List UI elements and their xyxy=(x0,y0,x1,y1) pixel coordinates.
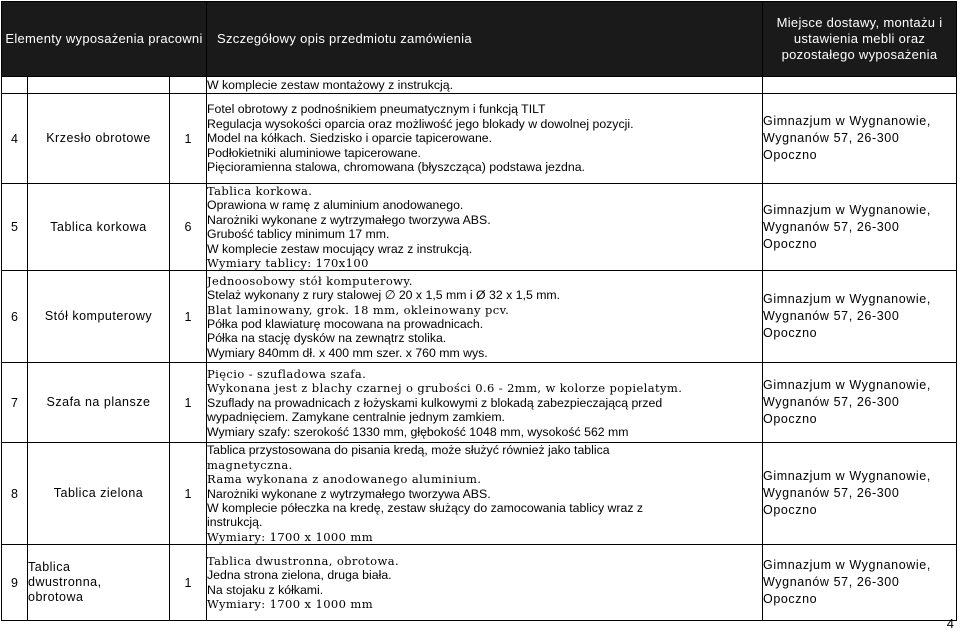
page-number: 4 xyxy=(946,616,954,631)
table-row xyxy=(2,184,957,271)
intro-place-cell xyxy=(763,77,957,94)
header-row xyxy=(2,2,957,77)
item-quantity: 1 xyxy=(170,443,207,545)
description-line: Półka na stację dysków na zewnątrz stolika. xyxy=(207,331,447,346)
description-line: Pięcio - szufladowa szafa. xyxy=(207,366,367,381)
intro-row xyxy=(2,77,957,94)
item-number: 8 xyxy=(2,443,28,545)
item-description xyxy=(207,184,763,271)
table-row xyxy=(2,363,957,443)
item-description xyxy=(207,271,763,363)
description-line: Jedna strona zielona, druga biała. xyxy=(207,568,392,583)
description-line: wypadnięciem. Zamykane centralnie jednym zamkiem. xyxy=(207,410,505,425)
place-line: Opoczno xyxy=(763,503,818,518)
place-line: Wygnanów 57, 26-300 xyxy=(763,309,900,324)
place-line: Wygnanów 57, 26-300 xyxy=(763,395,900,410)
place-line: Opoczno xyxy=(763,236,818,251)
description-line: Wymiary 840mm dł. x 400 mm szer. x 760 mm wys. xyxy=(207,345,488,360)
table-row xyxy=(2,94,957,184)
item-number: 5 xyxy=(2,184,28,271)
item-quantity: 6 xyxy=(170,184,207,271)
description-line: Wymiary: 1700 x 1000 mm xyxy=(207,529,374,544)
item-quantity: 1 xyxy=(170,94,207,184)
delivery-place xyxy=(763,545,957,621)
description-line: Narożniki wykonane z wytrzymałego tworzywa ABS. xyxy=(207,212,491,227)
item-quantity: 1 xyxy=(170,271,207,363)
table-row xyxy=(2,443,957,545)
description-line: Szuflady na prowadnicach z łożyskami kulkowymi z blokadą zabezpieczającą przed xyxy=(207,395,663,410)
place-line: Gimnazjum w Wygnanowie, xyxy=(763,558,931,573)
intro-desc-cell xyxy=(207,77,763,94)
place-line: Opoczno xyxy=(763,326,818,341)
item-quantity: 1 xyxy=(170,545,207,621)
item-name: Szafa na plansze xyxy=(28,363,170,443)
intro-line: W komplecie zestaw montażowy z instrukcją. xyxy=(207,77,454,92)
place-line: Opoczno xyxy=(763,148,818,162)
description-line: magnetyczna. xyxy=(207,457,293,472)
description-line: Rama wykonana z anodowanego aluminium. xyxy=(207,472,482,487)
item-description xyxy=(207,363,763,443)
specification-table xyxy=(1,1,957,621)
item-name: Tablica korkowa xyxy=(28,184,170,271)
description-line: Wymiary szafy: szerokość 1330 mm, głębokość 1048 mm, wysokość 562 mm xyxy=(207,424,629,439)
description-line: Grubość tablicy minimum 17 mm. xyxy=(207,227,390,242)
description-line: Półka pod klawiaturę mocowana na prowadnicach. xyxy=(207,316,484,331)
place-line: Gimnazjum w Wygnanowie, xyxy=(763,378,931,393)
description-line: Oprawiona w ramę z aluminium anodowanego. xyxy=(207,198,464,213)
delivery-place xyxy=(763,94,957,184)
table-row xyxy=(2,271,957,363)
intro-num-cell xyxy=(2,77,28,94)
delivery-place xyxy=(763,443,957,545)
place-line: Opoczno xyxy=(763,592,818,607)
description-line: Tablica przystosowana do pisania kredą, może służyć również jako tablica xyxy=(207,443,610,458)
delivery-place xyxy=(763,271,957,363)
item-number: 4 xyxy=(2,94,28,184)
place-line: Wygnanów 57, 26-300 xyxy=(763,486,900,501)
description-line: Regulacja wysokości oparcia oraz możliwość jego blokady w dowolnej pozycji. xyxy=(207,116,634,131)
description-line: W komplecie półeczka na kredę, zestaw służący do zamocowania tablicy wraz z xyxy=(207,501,644,516)
description-line: Narożniki wykonane z wytrzymałego tworzywa ABS. xyxy=(207,486,491,501)
header-description: Szczegółowy opis przedmiotu zamówienia xyxy=(207,2,763,77)
description-line: Model na kółkach. Siedzisko i oparcie tapicerowane. xyxy=(207,131,493,146)
intro-name-cell xyxy=(28,77,170,94)
place-line: Wygnanów 57, 26-300 xyxy=(763,219,900,234)
item-name: Krzesło obrotowe xyxy=(28,94,170,184)
place-line: Gimnazjum w Wygnanowie, xyxy=(763,292,931,307)
place-line: Gimnazjum w Wygnanowie, xyxy=(763,469,931,484)
description-line: Jednoosobowy stół komputerowy. xyxy=(207,273,413,288)
description-line: Wymiary: 1700 x 1000 mm xyxy=(207,597,374,612)
place-line: Wygnanów 57, 26-300 xyxy=(763,131,900,145)
description-line: Tablica dwustronna, obrotowa. xyxy=(207,553,400,568)
table-row xyxy=(2,545,957,621)
item-name: Stół komputerowy xyxy=(28,271,170,363)
item-quantity: 1 xyxy=(170,363,207,443)
place-line: Gimnazjum w Wygnanowie, xyxy=(763,114,931,128)
item-number: 7 xyxy=(2,363,28,443)
item-description xyxy=(207,94,763,184)
item-number: 6 xyxy=(2,271,28,363)
place-line: Wygnanów 57, 26-300 xyxy=(763,575,900,590)
description-line: instrukcją. xyxy=(207,515,263,530)
header-place: Miejsce dostawy, montażu i ustawienia mebli oraz pozostałego wyposażenia xyxy=(763,2,957,77)
description-line: Podłokietniki aluminiowe tapicerowane. xyxy=(207,145,421,160)
description-line: Stelaż wykonany z rury stalowej ∅ 20 x 1,5 mm i Ø 32 x 1,5 mm. xyxy=(207,288,561,303)
description-line: Fotel obrotowy z podnośnikiem pneumatycznym i funkcją TILT xyxy=(207,102,546,117)
item-number: 9 xyxy=(2,545,28,621)
description-line: Tablica korkowa. xyxy=(207,184,313,198)
intro-qty-cell xyxy=(170,77,207,94)
place-line: Gimnazjum w Wygnanowie, xyxy=(763,202,931,217)
description-line: Wykonana jest z blachy czarnej o grubości 0.6 - 2mm, w kolorze popielatym. xyxy=(207,381,683,396)
description-line: Wymiary tablicy: 170x100 xyxy=(207,256,369,271)
delivery-place xyxy=(763,184,957,271)
delivery-place xyxy=(763,363,957,443)
item-description xyxy=(207,545,763,621)
description-line: Blat laminowany, grok. 18 mm, okleinowany pcv. xyxy=(207,302,510,317)
description-line: W komplecie zestaw mocujący wraz z instrukcją. xyxy=(207,241,473,256)
item-name: Tablica dwustronna, obrotowa xyxy=(28,545,170,621)
description-line: Na stojaku z kółkami. xyxy=(207,582,324,597)
place-line: Opoczno xyxy=(763,412,818,427)
header-items: Elementy wyposażenia pracowni xyxy=(2,2,207,77)
description-line: Pięcioramienna stalowa, chromowana (błyszcząca) podstawa jezdna. xyxy=(207,160,585,175)
item-description xyxy=(207,443,763,545)
item-name: Tablica zielona xyxy=(28,443,170,545)
